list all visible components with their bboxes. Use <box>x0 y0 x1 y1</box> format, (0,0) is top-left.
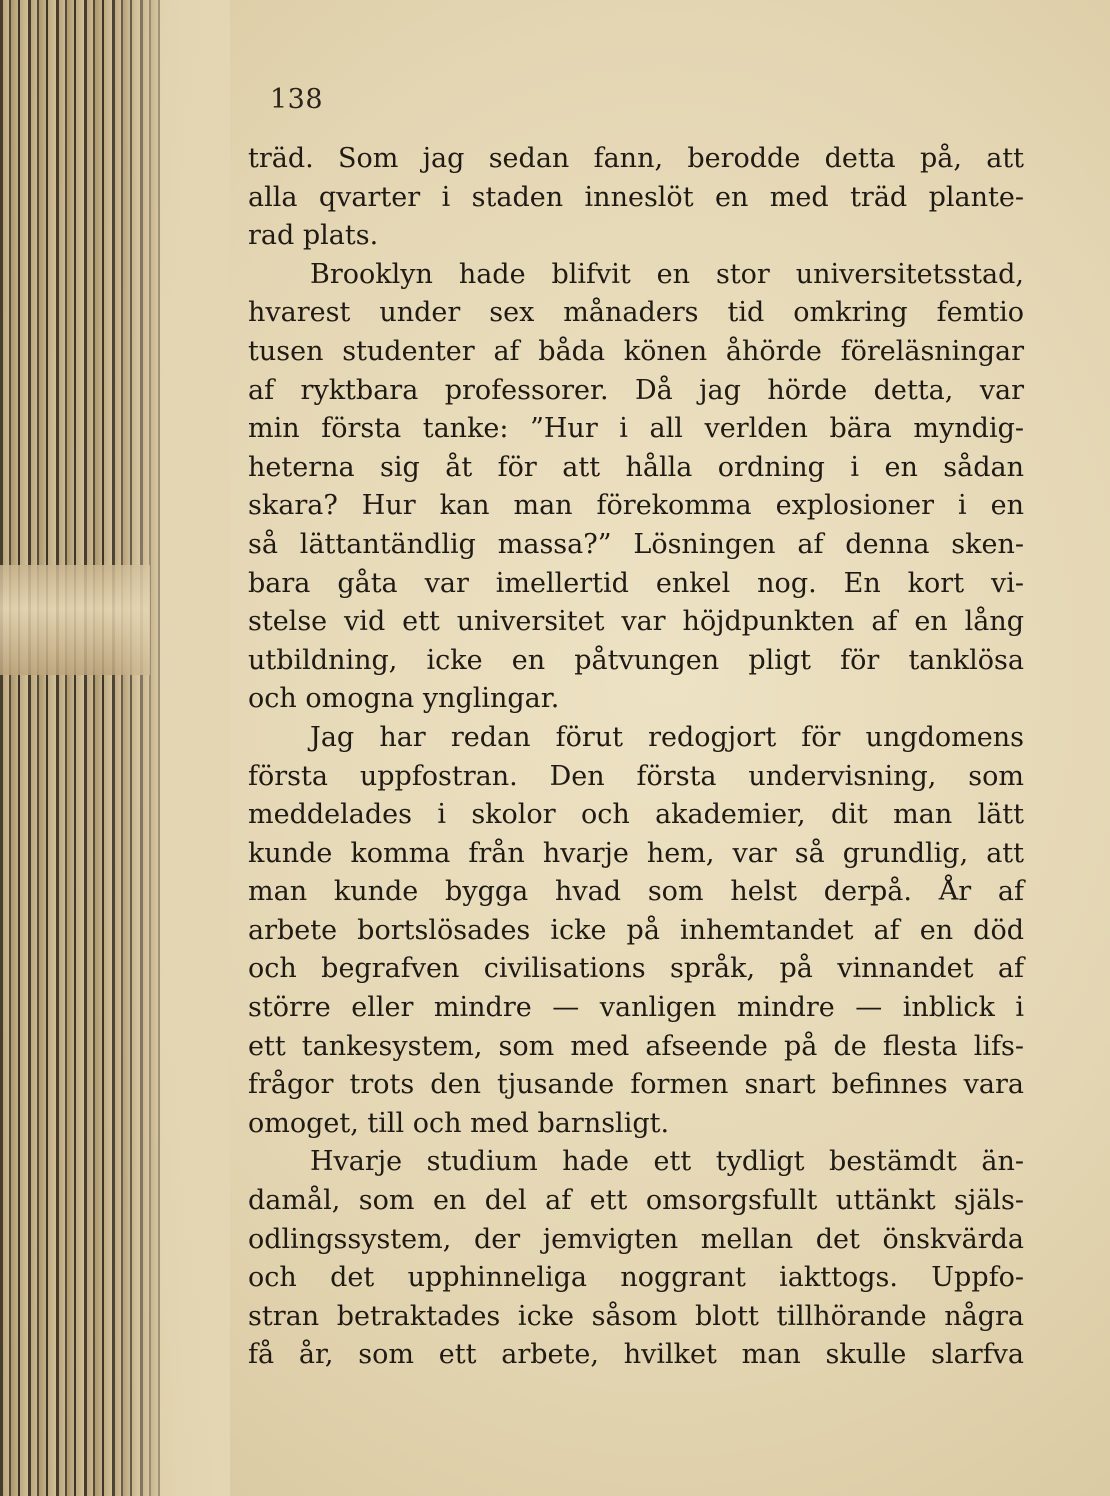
text-line: frågor trots den tjusande formen snart befinnes vara <box>248 1069 1024 1101</box>
text-line: få år, som ett arbete, hvilket man skulle slarfva <box>248 1339 1024 1371</box>
text-line: Jag har redan förut redogjort för ungdomens <box>310 721 1024 753</box>
text-line: stelse vid ett universitet var höjdpunkten af en lång <box>248 606 1024 638</box>
text-line: bara gåta var imellertid enkel nog. En kort vi- <box>248 567 1024 599</box>
text-line: stran betraktades icke såsom blott tillhörande några <box>248 1300 1024 1332</box>
text-line: damål, som en del af ett omsorgsfullt uttänkt själs- <box>248 1185 1024 1217</box>
page-edges-shadow <box>110 0 230 1496</box>
text-line: första uppfostran. Den första undervisning, som <box>248 760 1024 792</box>
text-line: Brooklyn hade blifvit en stor universitetsstad, <box>310 258 1024 290</box>
text-line: min första tanke: ”Hur i all verlden bära myndig- <box>248 413 1024 445</box>
text-line: man kunde bygga hvad som helst derpå. År af <box>248 876 1024 908</box>
text-line: så lättantändlig massa?” Lösningen af denna sken- <box>248 528 1024 560</box>
text-line: alla qvarter i staden inneslöt en med träd plante- <box>248 181 1024 213</box>
text-line: hvarest under sex månaders tid omkring femtio <box>248 297 1024 329</box>
text-line: träd. Som jag sedan fann, berodde detta på, att <box>248 143 1024 174</box>
text-line: omoget, till och med barnsligt. <box>248 1107 670 1139</box>
page-number: 138 <box>270 84 324 115</box>
text-line: större eller mindre — vanligen mindre — inblick i <box>248 992 1024 1024</box>
text-line: ett tankesystem, som med afseende på de flesta lifs- <box>248 1030 1024 1062</box>
text-line: tusen studenter af båda könen åhörde föreläsningar <box>248 335 1024 367</box>
text-line: Hvarje studium hade ett tydligt bestämdt än- <box>310 1146 1024 1178</box>
text-line: och omogna ynglingar. <box>248 683 560 715</box>
text-line: heterna sig åt för att hålla ordning i en sådan <box>248 451 1024 483</box>
text-line: odlingssystem, der jemvigten mellan det önskvärda <box>248 1223 1024 1255</box>
body-text <box>248 140 1024 1375</box>
text-line: rad plats. <box>248 220 379 252</box>
text-line: utbildning, icke en påtvungen pligt för tanklösa <box>248 644 1024 676</box>
text-line: af ryktbara professorer. Då jag hörde detta, var <box>248 374 1024 406</box>
text-line: skara? Hur kan man förekomma explosioner i en <box>248 490 1024 522</box>
text-line: kunde komma från hvarje hem, var så grundlig, att <box>248 837 1024 869</box>
text-line: och begrafven civilisations språk, på vinnandet af <box>248 953 1024 985</box>
text-line: arbete bortslösades icke på inhemtandet af en död <box>248 914 1024 946</box>
text-line: och det upphinneliga noggrant iakttogs. Uppfo- <box>248 1262 1024 1294</box>
text-line: meddelades i skolor och akademier, dit man lätt <box>248 799 1024 831</box>
